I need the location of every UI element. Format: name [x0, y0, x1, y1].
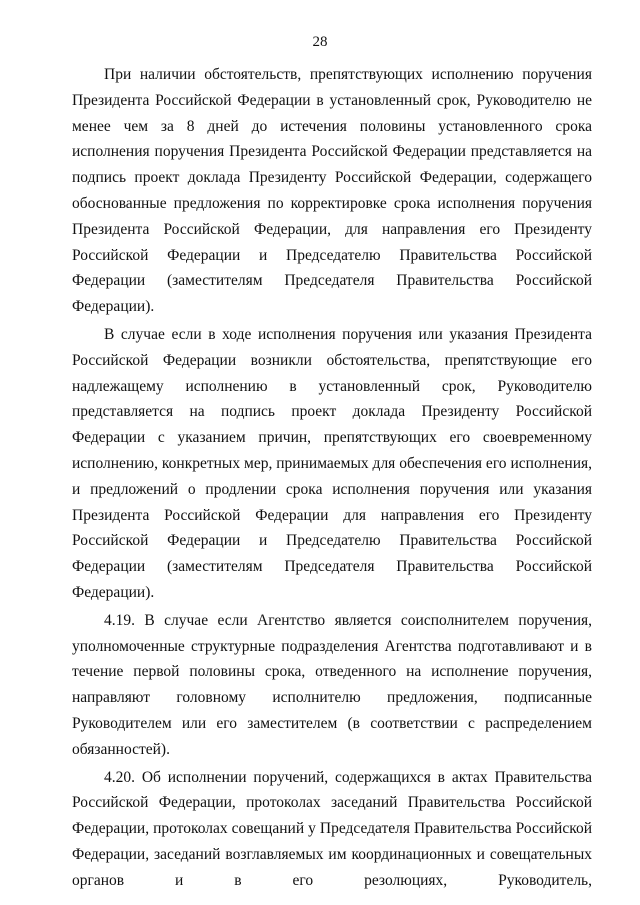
paragraph-4-19: 4.19. В случае если Агентство является соисполнителем поручения, уполномоченные структурные подразделения Агентства подготавливают и в течение первой половины срока, отведенного на исполнение поручения, направляют головному исполнителю предложения, подписанные Руководителем или его заместителем (в соответствии с распределением обязанностей). — [72, 611, 592, 758]
paragraph-obstacles-deadline: При наличии обстоятельств, препятствующих исполнению поручения Президента Российской Федерации в установленный срок, Руководителю не менее чем за 8 дней до истечения половины установленного срока исполнения поручения Президента Российской Федерации представляется на подпись проект доклада Президенту Российской Федерации, содержащего обоснованные предложения по корректировке срока исполнения поручения Президента Российской Федерации, для направления его Президенту Российской Федерации и Председателю Правительства Российской Федерации (заместителям Председателя Правительства Российской Федерации). — [72, 66, 592, 316]
paragraph-obstacles-execution: В случае если в ходе исполнения поручения или указания Президента Российской Федерации возникли обстоятельства, препятствующие его надлежащему исполнению в установленный срок, Руководителю представляется на подпись проект доклада Президенту Российской Федерации с указанием причин, препятствующих его своевременному исполнению, конкретных мер, принимаемых для обеспечения его исполнения, и предложений о продлении срока исполнения поручения или указания Президента Российской Федерации для направления его Президенту Российской Федерации и Председателю Правительства Российской Федерации (заместителям Председателя Правительства Российской Федерации). — [72, 325, 592, 601]
paragraph-4-20: 4.20. Об исполнении поручений, содержащихся в актах Правительства Российской Федерации, протоколах заседаний Правительства Российской Федерации, протоколах совещаний у Председателя Правительства Российской Федерации, заседаний возглавляемых им координационных и совещательных органов и в его резолюциях, Руководитель, — [72, 768, 592, 889]
document-body — [72, 62, 592, 894]
page-number: 28 — [312, 34, 328, 50]
